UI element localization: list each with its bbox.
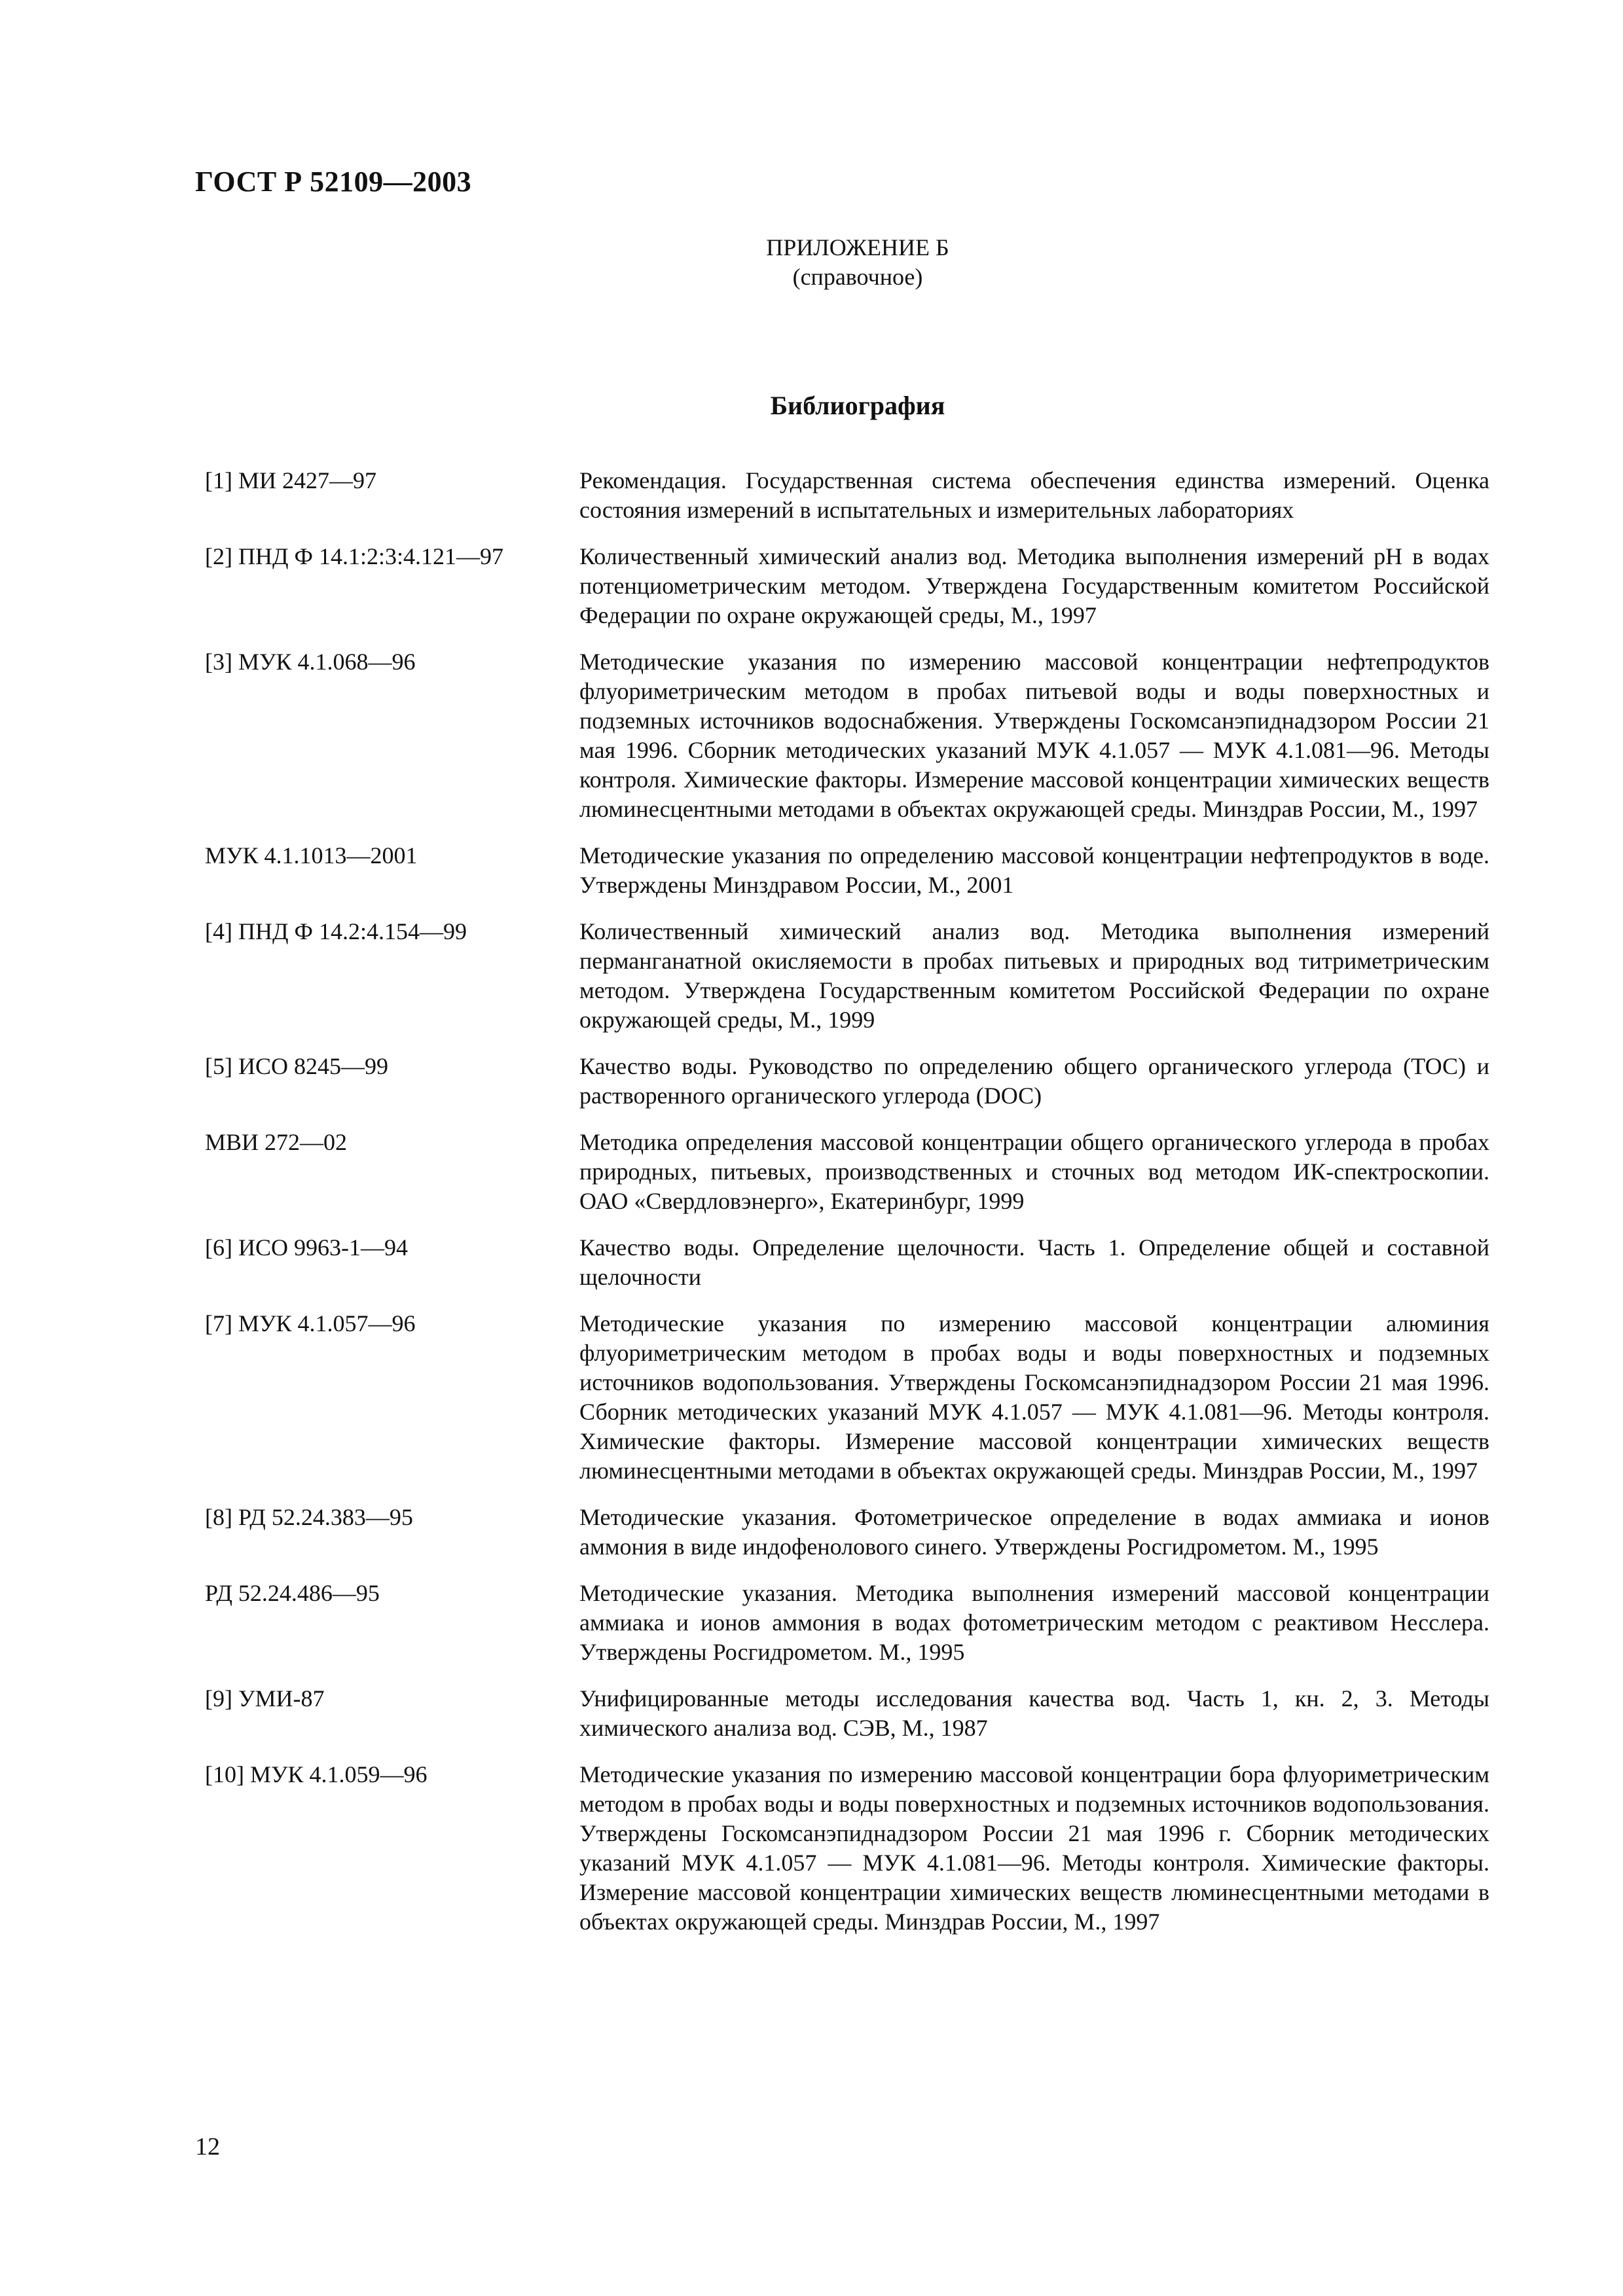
appendix-heading [0, 233, 1623, 292]
page-number: 12 [195, 2133, 220, 2161]
bibliography-entry [205, 1233, 1501, 1292]
bibliography-entry [205, 841, 1501, 900]
bibliography-ref: [7] МУК 4.1.057—96 [205, 1310, 416, 1336]
bibliography-text: Качество воды. Руководство по определению общего органического углерода (ТОС) и растворенного органического углерода (DОС) [579, 1053, 1489, 1109]
bibliography-ref: [8] РД 52.24.383—95 [205, 1504, 413, 1530]
bibliography-entry [205, 466, 1501, 525]
bibliography-text: Количественный химический анализ вод. Методика выполнения измерений pH в водах потенциометрическим методом. Утверждена Государственным комитетом Российской Федерации по охране окружающей среды, М., 1997 [579, 543, 1489, 628]
document-code: ГОСТ Р 52109—2003 [195, 166, 472, 198]
bibliography-text: Методические указания по определению массовой концентрации нефтепродуктов в воде. Утверждены Минздравом России, М., 2001 [579, 842, 1489, 898]
bibliography-text: Рекомендация. Государственная система обеспечения единства измерений. Оценка состояния измерений в испытательных и измерительных лабораториях [579, 467, 1489, 523]
bibliography-entry [205, 1760, 1501, 1937]
bibliography-entry [205, 1128, 1501, 1216]
bibliography-ref: РД 52.24.486—95 [205, 1580, 380, 1606]
bibliography-text: Методические указания по измерению массовой концентрации нефтепродуктов флуориметрическим методом в пробах питьевой воды и воды поверхностных и подземных источников водоснабжения. Утверждены Госкомсанэпиднадзором России 21 мая 1996. Сборник методических указаний МУК 4.1.057 — МУК 4.1.081—96. Методы контроля. Химические факторы. Измерение массовой концентрации химических веществ люминесцентными методами в объектах окружающей среды. Минздрав России, М., 1997 [579, 649, 1489, 822]
bibliography-entry [205, 542, 1501, 630]
bibliography-ref: [9] УМИ-87 [205, 1685, 325, 1712]
bibliography-ref: [6] ИСО 9963-1—94 [205, 1234, 408, 1261]
bibliography-ref: [3] МУК 4.1.068—96 [205, 649, 416, 675]
bibliography-text: Унифицированные методы исследования качества вод. Часть 1, кн. 2, 3. Методы химического анализа вод. СЭВ, М., 1987 [579, 1685, 1489, 1741]
bibliography-list [205, 466, 1501, 1954]
bibliography-ref: [10] МУК 4.1.059—96 [205, 1761, 428, 1787]
bibliography-entry [205, 1503, 1501, 1562]
bibliography-ref: [1] МИ 2427—97 [205, 467, 376, 493]
bibliography-ref: МУК 4.1.1013—2001 [205, 842, 418, 869]
bibliography-entry [205, 1052, 1501, 1111]
bibliography-text: Методические указания по измерению массовой концентрации алюминия флуориметрическим методом в пробах воды и воды поверхностных и подземных источников водопользования. Утверждены Госкомсанэпиднадзором России 21 мая 1996. Сборник методических указаний МУК 4.1.057 — МУК 4.1.081—96. Методы контроля. Химические факторы. Измерение массовой концентрации химических веществ люминесцентными методами в объектах окружающей среды. Минздрав России, М., 1997 [579, 1310, 1489, 1484]
bibliography-entry [205, 1684, 1501, 1743]
section-title: Библиография [770, 391, 945, 420]
bibliography-text: Методические указания по измерению массовой концентрации бора флуориметрическим методом в пробах воды и воды поверхностных и подземных источников водопользования. Утверждены Госкомсанэпиднадзором России 21 мая 1996 г. Сборник методических указаний МУК 4.1.057 — МУК 4.1.081—96. Методы контроля. Химические факторы. Измерение массовой концентрации химических веществ люминесцентными методами в объектах окружающей среды. Минздрав России, М., 1997 [579, 1761, 1489, 1935]
bibliography-entry [205, 1579, 1501, 1667]
bibliography-ref: [4] ПНД Ф 14.2:4.154—99 [205, 918, 467, 944]
bibliography-text: Количественный химический анализ вод. Методика выполнения измерений перманганатной окисляемости в пробах питьевых и природных вод титриметрическим методом. Утверждена Государственным комитетом Российской Федерации по охране окружающей среды, М., 1999 [579, 918, 1489, 1033]
bibliography-text: Методика определения массовой концентрации общего органического углерода в пробах природных, питьевых, производственных и сточных вод методом ИК-спектроскопии. ОАО «Свердловэнерго», Екатеринбург, 1999 [579, 1129, 1489, 1214]
bibliography-ref: [5] ИСО 8245—99 [205, 1053, 388, 1079]
bibliography-text: Методические указания. Методика выполнения измерений массовой концентрации аммиака и ионов аммония в водах фотометрическим методом с реактивом Несслера. Утверждены Росгидрометом. М., 1995 [579, 1580, 1489, 1665]
bibliography-entry [205, 917, 1501, 1035]
bibliography-text: Качество воды. Определение щелочности. Часть 1. Определение общей и составной щелочности [579, 1234, 1489, 1290]
appendix-title: ПРИЛОЖЕНИЕ Б [766, 234, 949, 260]
bibliography-ref: МВИ 272—02 [205, 1129, 348, 1155]
appendix-subtitle: (справочное) [792, 264, 923, 290]
bibliography-entry [205, 1309, 1501, 1486]
bibliography-text: Методические указания. Фотометрическое определение в водах аммиака и ионов аммония в виде индофенолового синего. Утверждены Росгидрометом. М., 1995 [579, 1504, 1489, 1560]
bibliography-ref: [2] ПНД Ф 14.1:2:3:4.121—97 [205, 543, 503, 569]
bibliography-entry [205, 647, 1501, 824]
